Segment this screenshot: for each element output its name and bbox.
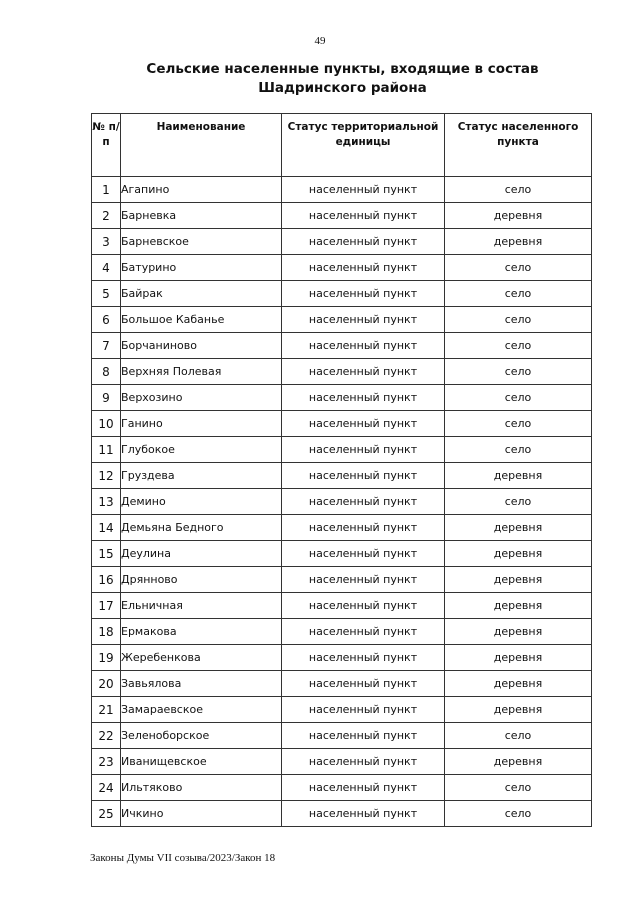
settlement-name: Жеребенкова <box>121 645 282 671</box>
table-row <box>92 723 592 749</box>
settlement-name: Барневка <box>121 203 282 229</box>
row-number: 17 <box>92 593 121 619</box>
unit-status: населенный пункт <box>282 463 445 489</box>
settlement-name: Дрянново <box>121 567 282 593</box>
settlement-name: Ичкино <box>121 801 282 827</box>
settlement-name: Барневское <box>121 229 282 255</box>
row-number: 2 <box>92 203 121 229</box>
settlement-status: деревня <box>445 697 592 723</box>
table-row <box>92 749 592 775</box>
table-row <box>92 255 592 281</box>
unit-status: населенный пункт <box>282 177 445 203</box>
settlement-status: село <box>445 307 592 333</box>
settlement-status: село <box>445 489 592 515</box>
row-number: 20 <box>92 671 121 697</box>
row-number: 12 <box>92 463 121 489</box>
page-number: 49 <box>314 35 326 47</box>
settlement-status: деревня <box>445 619 592 645</box>
settlement-status: село <box>445 177 592 203</box>
unit-status: населенный пункт <box>282 255 445 281</box>
settlement-name: Ельничная <box>121 593 282 619</box>
table-row <box>92 437 592 463</box>
unit-status: населенный пункт <box>282 333 445 359</box>
unit-status: населенный пункт <box>282 411 445 437</box>
settlement-name: Иванищевское <box>121 749 282 775</box>
row-number: 11 <box>92 437 121 463</box>
table-row <box>92 645 592 671</box>
unit-status: населенный пункт <box>282 229 445 255</box>
table-row <box>92 281 592 307</box>
table-row <box>92 333 592 359</box>
settlement-status: деревня <box>445 463 592 489</box>
settlement-name: Ильтяково <box>121 775 282 801</box>
settlement-status: деревня <box>445 567 592 593</box>
row-number: 21 <box>92 697 121 723</box>
unit-status: населенный пункт <box>282 593 445 619</box>
settlement-name: Зеленоборское <box>121 723 282 749</box>
unit-status: населенный пункт <box>282 281 445 307</box>
footer-reference: Законы Думы VII созыва/2023/Закон 18 <box>90 852 276 864</box>
table-row <box>92 229 592 255</box>
settlement-name: Ермакова <box>121 619 282 645</box>
unit-status: населенный пункт <box>282 671 445 697</box>
settlement-status: деревня <box>445 203 592 229</box>
table-row <box>92 359 592 385</box>
unit-status: населенный пункт <box>282 437 445 463</box>
settlement-status: деревня <box>445 593 592 619</box>
table-row <box>92 515 592 541</box>
settlement-name: Верхняя Полевая <box>121 359 282 385</box>
settlement-status: деревня <box>445 645 592 671</box>
unit-status: населенный пункт <box>282 515 445 541</box>
unit-status: населенный пункт <box>282 307 445 333</box>
settlement-name: Груздева <box>121 463 282 489</box>
title-line-2: Шадринского района <box>258 80 427 96</box>
table-row <box>92 541 592 567</box>
settlement-status: деревня <box>445 229 592 255</box>
table-row <box>92 307 592 333</box>
table-row <box>92 385 592 411</box>
table-row <box>92 697 592 723</box>
settlement-status: село <box>445 775 592 801</box>
settlement-status: деревня <box>445 671 592 697</box>
table-row <box>92 463 592 489</box>
table-row <box>92 801 592 827</box>
settlement-name: Замараевское <box>121 697 282 723</box>
table-row <box>92 593 592 619</box>
table-row <box>92 567 592 593</box>
table-row <box>92 203 592 229</box>
row-number: 24 <box>92 775 121 801</box>
settlement-name: Демьяна Бедного <box>121 515 282 541</box>
unit-status: населенный пункт <box>282 489 445 515</box>
row-number: 14 <box>92 515 121 541</box>
settlement-status: село <box>445 801 592 827</box>
row-number: 16 <box>92 567 121 593</box>
settlement-status: село <box>445 385 592 411</box>
unit-status: населенный пункт <box>282 775 445 801</box>
settlement-name: Деулина <box>121 541 282 567</box>
settlement-name: Агапино <box>121 177 282 203</box>
unit-status: населенный пункт <box>282 567 445 593</box>
row-number: 6 <box>92 307 121 333</box>
settlement-status: село <box>445 437 592 463</box>
unit-status: населенный пункт <box>282 645 445 671</box>
row-number: 4 <box>92 255 121 281</box>
header-settlement-status: Статус населенного пункта <box>445 114 592 177</box>
row-number: 7 <box>92 333 121 359</box>
settlement-status: деревня <box>445 541 592 567</box>
settlement-name: Борчаниново <box>121 333 282 359</box>
header-unit-status: Статус территориальной единицы <box>282 114 445 177</box>
settlement-status: деревня <box>445 515 592 541</box>
unit-status: населенный пункт <box>282 801 445 827</box>
row-number: 22 <box>92 723 121 749</box>
unit-status: населенный пункт <box>282 723 445 749</box>
row-number: 1 <box>92 177 121 203</box>
document-title <box>60 60 625 98</box>
table-row <box>92 489 592 515</box>
row-number: 9 <box>92 385 121 411</box>
row-number: 13 <box>92 489 121 515</box>
row-number: 3 <box>92 229 121 255</box>
unit-status: населенный пункт <box>282 749 445 775</box>
table-row <box>92 177 592 203</box>
table-row <box>92 775 592 801</box>
settlement-status: село <box>445 411 592 437</box>
settlement-name: Батурино <box>121 255 282 281</box>
row-number: 23 <box>92 749 121 775</box>
row-number: 8 <box>92 359 121 385</box>
header-num: № п/п <box>92 114 121 177</box>
table-row <box>92 619 592 645</box>
settlement-status: село <box>445 255 592 281</box>
unit-status: населенный пункт <box>282 203 445 229</box>
unit-status: населенный пункт <box>282 385 445 411</box>
settlement-status: село <box>445 723 592 749</box>
settlement-name: Байрак <box>121 281 282 307</box>
settlement-name: Завьялова <box>121 671 282 697</box>
settlement-status: село <box>445 281 592 307</box>
settlement-status: село <box>445 333 592 359</box>
settlement-name: Верхозино <box>121 385 282 411</box>
settlement-name: Ганино <box>121 411 282 437</box>
unit-status: населенный пункт <box>282 541 445 567</box>
unit-status: населенный пункт <box>282 619 445 645</box>
row-number: 10 <box>92 411 121 437</box>
settlement-status: деревня <box>445 749 592 775</box>
table-row <box>92 411 592 437</box>
title-line-1: Сельские населенные пункты, входящие в состав <box>146 61 539 77</box>
row-number: 5 <box>92 281 121 307</box>
settlement-name: Демино <box>121 489 282 515</box>
settlement-status: село <box>445 359 592 385</box>
unit-status: населенный пункт <box>282 697 445 723</box>
settlements-table <box>91 113 592 827</box>
settlement-name: Большое Кабанье <box>121 307 282 333</box>
unit-status: населенный пункт <box>282 359 445 385</box>
header-name: Наименование <box>121 114 282 177</box>
row-number: 15 <box>92 541 121 567</box>
settlement-name: Глубокое <box>121 437 282 463</box>
row-number: 25 <box>92 801 121 827</box>
table-row <box>92 671 592 697</box>
table-header-row <box>92 114 592 177</box>
row-number: 18 <box>92 619 121 645</box>
row-number: 19 <box>92 645 121 671</box>
